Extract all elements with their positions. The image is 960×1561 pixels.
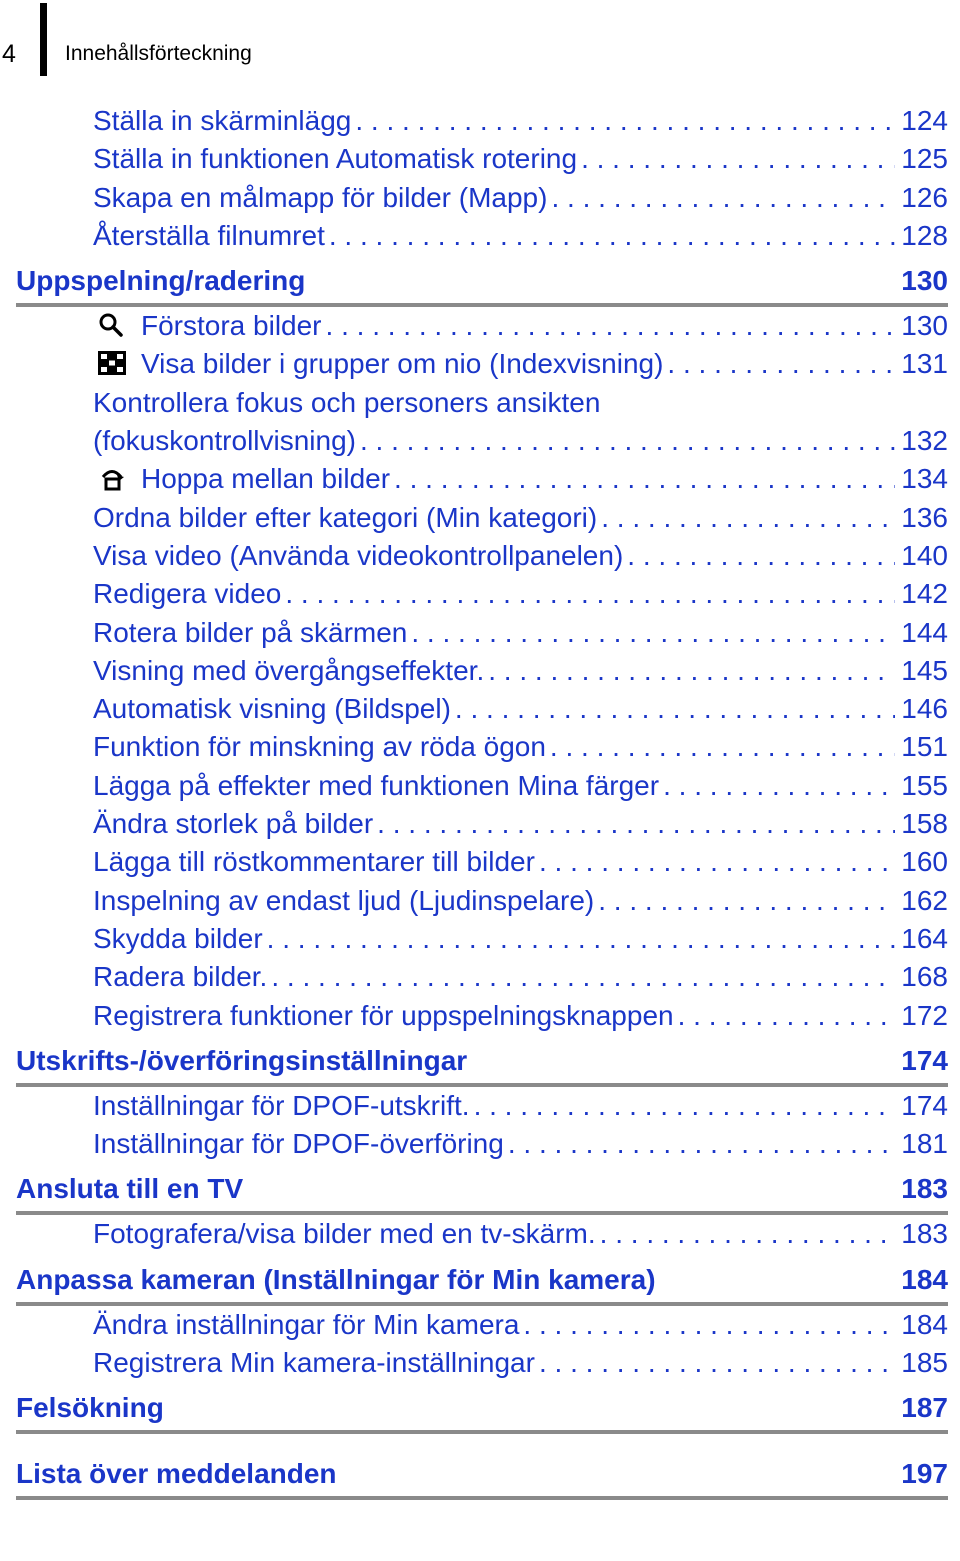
toc-entry-text: Redigera video	[93, 578, 282, 610]
toc-entry-label	[93, 728, 546, 766]
toc-entry[interactable]	[93, 422, 948, 460]
toc-entry[interactable]	[93, 179, 948, 217]
toc-entry-label	[93, 345, 663, 383]
dot-leader	[551, 179, 895, 217]
toc-entry-text: Visning med övergångseffekter.	[93, 654, 485, 686]
toc-entry-page: 183	[901, 1218, 948, 1250]
toc-entry[interactable]	[93, 1087, 948, 1125]
toc-entry-text: Skapa en målmapp för bilder (Mapp)	[93, 181, 548, 213]
toc-entry-text: (fokuskontrollvisning)	[93, 425, 356, 457]
toc-entry-label	[93, 614, 407, 652]
section-title: Felsökning	[16, 1392, 164, 1424]
toc-entry[interactable]	[93, 882, 948, 920]
dot-leader	[627, 537, 895, 575]
toc-entry-label	[93, 1087, 470, 1125]
toc-entry[interactable]	[93, 384, 948, 422]
toc-entry[interactable]	[93, 767, 948, 805]
toc-entry-text: Lägga till röstkommentarer till bilder	[93, 846, 535, 878]
dot-leader	[598, 882, 895, 920]
toc-entry-page: 124	[901, 105, 948, 136]
section-page: 184	[901, 1263, 948, 1295]
toc-entry[interactable]	[93, 614, 948, 652]
dot-leader	[329, 217, 895, 255]
toc-entry-label	[93, 179, 547, 217]
toc-entry-label	[93, 1344, 535, 1382]
toc-entry-label	[93, 537, 623, 575]
section-title: Anpassa kameran (Inställningar för Min kamera)	[16, 1263, 656, 1295]
toc-entry-page: 126	[901, 181, 948, 213]
toc-entry-page: 181	[901, 1128, 948, 1160]
toc-entry-page: 125	[901, 143, 948, 175]
dot-leader	[581, 140, 895, 178]
toc-entry-label	[93, 102, 351, 140]
toc-entry-page: 151	[901, 731, 948, 763]
toc-entry-label	[93, 1215, 596, 1253]
toc-entry-label	[93, 920, 263, 958]
toc-entry-label	[93, 499, 597, 537]
dot-leader	[411, 614, 895, 652]
toc-entry-label	[93, 217, 325, 255]
dot-leader	[550, 728, 895, 766]
toc-entry-text: Automatisk visning (Bildspel)	[93, 693, 451, 725]
toc-entry-text: Inspelning av endast ljud (Ljudinspelare)	[93, 884, 595, 916]
toc-block-playback	[0, 307, 960, 1035]
header-title: Innehållsförteckning	[65, 42, 252, 65]
dot-leader	[508, 1125, 895, 1163]
dot-leader	[539, 843, 895, 881]
toc-entry-page: 136	[901, 501, 948, 533]
toc-entry-page: 131	[901, 348, 948, 380]
toc-entry-text: Inställningar för DPOF-överföring	[93, 1128, 504, 1160]
toc-entry-text: Registrera Min kamera-inställningar	[93, 1347, 535, 1379]
magnify-icon	[97, 310, 127, 336]
toc-entry-page: 158	[901, 808, 948, 840]
toc-entry[interactable]	[93, 728, 948, 766]
toc-entry-text: Visa bilder i grupper om nio (Indexvisning)	[141, 348, 664, 380]
toc-entry-label	[93, 690, 451, 728]
toc-entry[interactable]	[93, 920, 948, 958]
dot-leader	[271, 958, 895, 996]
dot-leader	[600, 1215, 896, 1253]
section-page: 197	[901, 1458, 948, 1490]
toc-entry-page: 185	[901, 1347, 948, 1379]
dot-leader	[394, 460, 895, 498]
toc-entry-text: Inställningar för DPOF-utskrift.	[93, 1089, 470, 1121]
dot-leader	[678, 997, 896, 1035]
toc-entry-page: 146	[901, 693, 948, 725]
toc-entry[interactable]	[93, 843, 948, 881]
toc-block-camera	[0, 1306, 960, 1383]
toc-entry-label	[93, 805, 373, 843]
toc-entry[interactable]	[93, 1215, 948, 1253]
toc-entry-label	[93, 575, 281, 613]
jump-icon	[97, 463, 127, 489]
toc-entry-page: 160	[901, 846, 948, 878]
toc-entry-page: 130	[901, 310, 948, 342]
dot-leader	[326, 307, 896, 345]
toc-entry-text: Fotografera/visa bilder med en tv-skärm.	[93, 1218, 596, 1250]
toc-entry-label	[93, 843, 535, 881]
toc-entry-page: 155	[901, 769, 948, 801]
toc-entry[interactable]	[93, 307, 948, 345]
toc-entry[interactable]	[93, 217, 948, 255]
toc-entry-page: 132	[901, 425, 948, 457]
section-title: Uppspelning/radering	[16, 265, 306, 297]
page-number: 4	[2, 40, 16, 68]
section-title: Utskrifts-/överföringsinställningar	[16, 1044, 468, 1076]
toc-section-tv[interactable]	[16, 1163, 948, 1215]
toc-entry-label	[93, 422, 356, 460]
toc-entry-text: Ändra inställningar för Min kamera	[93, 1308, 520, 1340]
toc-entry-label	[93, 384, 600, 422]
dot-leader	[474, 1087, 896, 1125]
section-page: 187	[901, 1392, 948, 1424]
dot-leader	[539, 1344, 895, 1382]
toc-block-tv	[0, 1215, 960, 1253]
dot-leader	[488, 652, 895, 690]
toc-entry-page: 145	[901, 654, 948, 686]
toc-entry-text: Ordna bilder efter kategori (Min kategori)	[93, 501, 598, 533]
toc-entry[interactable]	[93, 690, 948, 728]
toc-entry-page: 174	[901, 1089, 948, 1121]
page-header	[0, 0, 960, 80]
toc-entry-label	[93, 460, 390, 498]
dot-leader	[285, 575, 895, 613]
toc-entry-page: 168	[901, 961, 948, 993]
toc-entry[interactable]	[93, 997, 948, 1035]
toc-entry-text: Förstora bilder	[141, 310, 322, 342]
toc-entry-page: 164	[901, 922, 948, 954]
toc-entry-text: Funktion för minskning av röda ögon	[93, 731, 546, 763]
toc-entry-page: 128	[901, 219, 948, 251]
toc-entry-text: Kontrollera fokus och personers ansikten	[93, 386, 601, 418]
toc-entry-page: 142	[901, 578, 948, 610]
toc-entry-page: 184	[901, 1308, 948, 1340]
toc-entry-page: 140	[901, 539, 948, 571]
section-page: 130	[901, 265, 948, 297]
toc-entry-text: Visa video (Använda videokontrollpanelen)	[93, 539, 624, 571]
toc-entry[interactable]	[93, 958, 948, 996]
toc-entry-text: Lägga på effekter med funktionen Mina färger	[93, 769, 660, 801]
toc-entry[interactable]	[93, 805, 948, 843]
toc-entry-text: Ändra storlek på bilder	[93, 808, 374, 840]
dot-leader	[523, 1306, 895, 1344]
toc-entry[interactable]	[93, 460, 948, 498]
toc-entry[interactable]	[93, 499, 948, 537]
toc-entry[interactable]	[93, 1125, 948, 1163]
toc-section-troubleshooting[interactable]	[16, 1382, 948, 1434]
dot-leader	[267, 920, 896, 958]
dot-leader	[360, 422, 895, 460]
toc-entry-text: Rotera bilder på skärmen	[93, 616, 408, 648]
dot-leader	[601, 499, 895, 537]
toc-entry-label	[93, 882, 594, 920]
toc-section-print-transfer[interactable]	[16, 1035, 948, 1087]
toc-entry-page: 134	[901, 463, 948, 495]
dot-leader	[377, 805, 895, 843]
section-title: Ansluta till en TV	[16, 1173, 244, 1205]
toc-entry-label	[93, 1125, 504, 1163]
toc-entry[interactable]	[93, 652, 948, 690]
toc-entry-text: Hoppa mellan bilder	[141, 463, 391, 495]
toc-entry-page: 162	[901, 884, 948, 916]
toc-entry[interactable]	[93, 140, 948, 178]
section-page: 174	[901, 1044, 948, 1076]
toc-section-camera[interactable]	[16, 1254, 948, 1306]
toc-entry-text: Registrera funktioner för uppspelningsknappen	[93, 999, 674, 1031]
toc-block-print	[0, 1087, 960, 1164]
toc-entry-page: 144	[901, 616, 948, 648]
dot-leader	[355, 102, 895, 140]
toc-entry-label	[93, 997, 674, 1035]
toc-entry[interactable]	[93, 102, 948, 140]
toc-entry-label	[93, 307, 322, 345]
dot-leader	[667, 345, 895, 383]
toc-entry-text: Ställa in funktionen Automatisk rotering	[93, 143, 578, 175]
toc-entry-page: 172	[901, 999, 948, 1031]
table-of-contents	[0, 102, 960, 1500]
section-title: Lista över meddelanden	[16, 1458, 337, 1490]
toc-entry-label	[93, 140, 577, 178]
toc-entry-text: Skydda bilder	[93, 922, 263, 954]
toc-entry-text: Radera bilder.	[93, 961, 268, 993]
toc-entry[interactable]	[93, 1306, 948, 1344]
dot-leader	[455, 690, 895, 728]
section-page: 183	[901, 1173, 948, 1205]
dot-leader	[663, 767, 895, 805]
toc-entry-label	[93, 652, 484, 690]
toc-entry[interactable]	[93, 575, 948, 613]
toc-block-settings	[0, 102, 960, 255]
toc-entry-text: Återställa filnumret	[93, 219, 325, 251]
toc-entry[interactable]	[93, 345, 948, 383]
header-divider	[40, 3, 47, 76]
toc-entry[interactable]	[93, 1344, 948, 1382]
toc-entry-label	[93, 958, 267, 996]
toc-section-playback[interactable]	[16, 255, 948, 307]
toc-entry[interactable]	[93, 537, 948, 575]
toc-entry-label	[93, 1306, 519, 1344]
toc-entry-text: Ställa in skärminlägg	[93, 105, 352, 136]
toc-section-messages[interactable]	[16, 1448, 948, 1500]
index-grid-icon	[97, 348, 127, 374]
toc-entry-label	[93, 767, 659, 805]
